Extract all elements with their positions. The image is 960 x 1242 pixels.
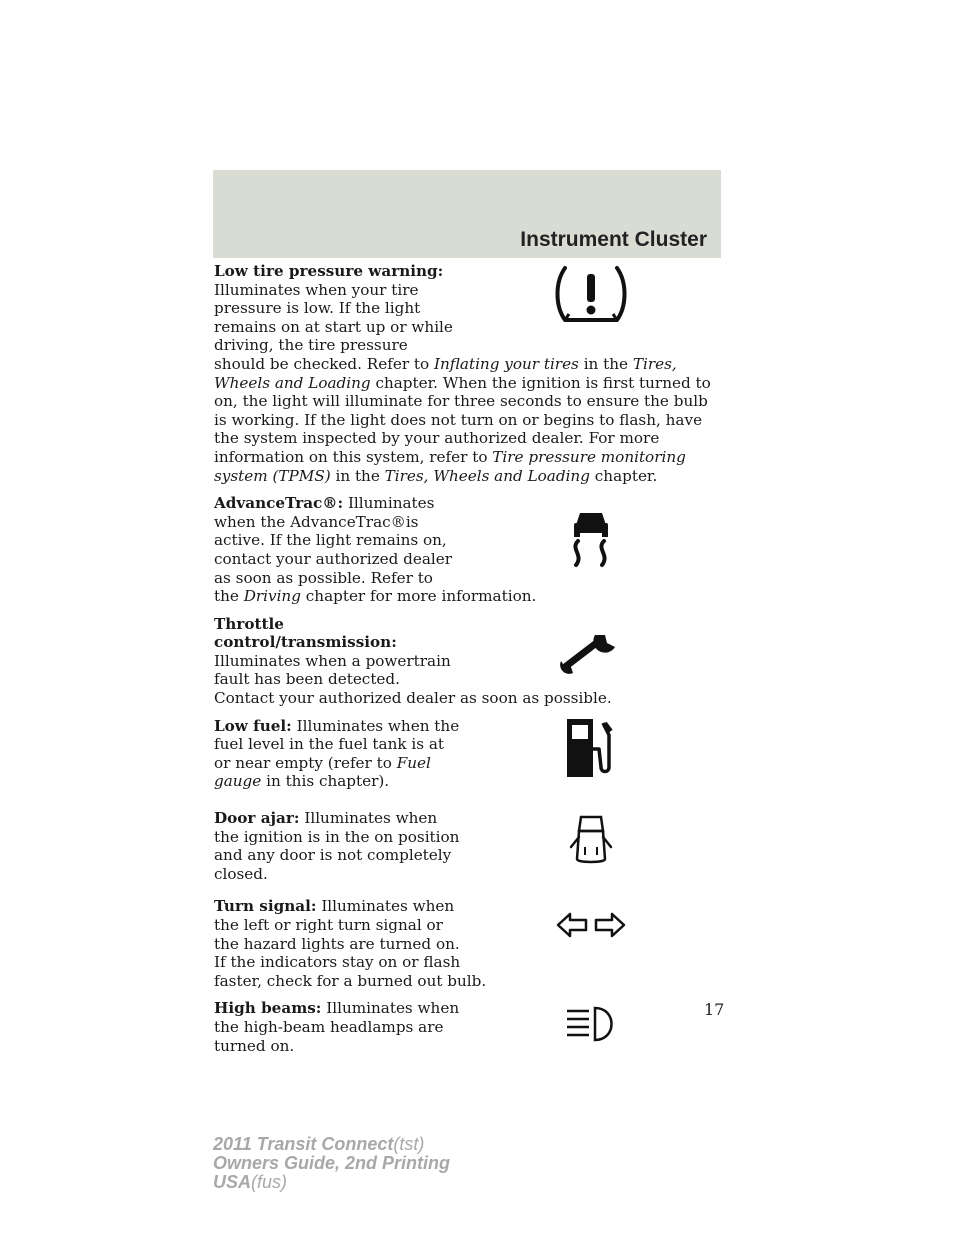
footer-code: (tst) <box>393 1134 425 1154</box>
entry-text: Illuminates when the left or right turn signal or the hazard lights are turned on. If the indicators stay on or flash faster, check for a burned out bulb. <box>214 897 487 990</box>
footer-line-1 <box>213 1135 450 1154</box>
wrench-icon <box>559 627 623 675</box>
icon-slot <box>462 717 720 793</box>
cross-reference: Tire pressure monitoring system (TPMS) <box>214 447 686 485</box>
page-number: 17 <box>704 1000 725 1019</box>
section-title: Instrument Cluster <box>520 228 707 251</box>
entry-heading: Low fuel: <box>214 716 292 735</box>
skidding-car-icon <box>568 509 614 569</box>
entry-text: Illuminates when your tire pressure is low. If the light remains on at start up or while driving, the tire pressure should be checked. Refer to <box>214 280 453 373</box>
icon-slot <box>462 897 720 953</box>
cross-reference: Fuel gauge <box>214 753 431 791</box>
icon-slot <box>462 999 720 1065</box>
section-header-bar <box>213 170 721 258</box>
icon-slot <box>462 615 720 687</box>
cross-reference: Driving <box>243 587 301 606</box>
entry-advancetrac <box>214 494 720 606</box>
entry-low-fuel <box>214 717 720 791</box>
cross-reference: Tires, Wheels and Loading <box>384 466 590 485</box>
entry-heading: Throttle control/transmission: <box>214 614 397 652</box>
entry-text: Illuminates when the high-beam headlamps are turned on. <box>214 999 460 1055</box>
footer-region: USA <box>213 1172 252 1192</box>
entry-text: chapter for more information. <box>305 587 537 606</box>
high-beam-headlamp-icon <box>565 1005 617 1043</box>
entry-high-beams <box>214 999 720 1055</box>
footer-code: (fus) <box>251 1172 288 1192</box>
entry-text: in this chapter). <box>266 772 390 791</box>
entry-text: Illuminates when a powertrain fault has been detected. Contact your authorized dealer as soon as possible. <box>214 651 612 708</box>
entry-text: in the <box>335 466 380 485</box>
entry-throttle-control <box>214 615 720 708</box>
entry-heading: High beams: <box>214 999 322 1018</box>
footer-line-3 <box>213 1173 450 1192</box>
icon-slot <box>462 809 720 879</box>
entry-text: Illuminates when the fuel level in the fuel tank is at or near empty (refer to <box>214 716 460 772</box>
entry-text: chapter. <box>594 466 658 485</box>
entry-door-ajar <box>214 809 720 883</box>
footer-title: 2011 Transit Connect <box>213 1134 394 1154</box>
entry-text: in the <box>583 354 629 373</box>
tire-pressure-warning-icon <box>551 262 631 328</box>
door-ajar-car-icon <box>569 815 613 865</box>
entry-heading: Turn signal: <box>214 897 317 916</box>
footer-line-2: Owners Guide, 2nd Printing <box>213 1153 451 1173</box>
entry-low-tire-pressure <box>214 262 720 485</box>
entry-heading: Low tire pressure warning: <box>214 262 444 280</box>
entry-text: chapter. When the ignition is first turned to on, the light will illuminate for three seconds to ensure the bulb is working. If the light does not turn on or begins to flash, have the system inspected by your authorized dealer. For more information on this system, refer to <box>214 373 711 466</box>
document-footer <box>213 1135 450 1192</box>
turn-signal-arrows-icon <box>556 911 626 939</box>
entry-heading: AdvanceTrac®: <box>214 494 344 513</box>
entry-text: Illuminates when the ignition is in the on position and any door is not completely closed. <box>214 809 460 883</box>
cross-reference: Tires, Wheels and Loading <box>214 354 677 392</box>
icon-slot <box>462 262 720 344</box>
page-content <box>214 262 720 1065</box>
entry-text: Illuminates when the AdvanceTrac®is active. If the light remains on, contact your authorized dealer as soon as possible. Refer to the <box>214 494 453 606</box>
icon-slot <box>462 494 720 584</box>
cross-reference: Inflating your tires <box>434 354 579 373</box>
entry-turn-signal <box>214 897 720 990</box>
fuel-pump-icon <box>563 717 619 779</box>
entry-heading: Door ajar: <box>214 809 300 828</box>
